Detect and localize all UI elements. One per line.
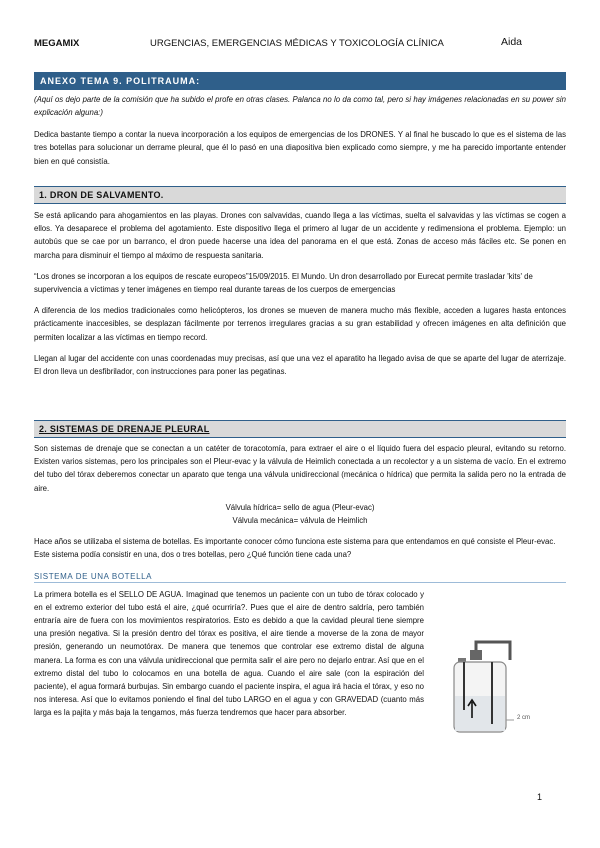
section-drainage-title: 2. SISTEMAS DE DRENAJE PLEURAL <box>34 420 566 438</box>
valve-line-2: Válvula mecánica= válvula de Heimlich <box>232 516 368 526</box>
annex-intro: Dedica bastante tiempo a contar la nueva incorporación a los equipos de emergencias de los DRONES. Y al final he buscado lo que es el sistema de las tres botellas para solucionar un derrame pleural, que él lo pasó en una diapositiva bien explicado como siempre, y me ha parecido importante entender bien en qué consistía. <box>34 130 566 166</box>
drone-paragraph-1: Se está aplicando para ahogamientos en las playas. Drones con salvavidas, cuando llega a las víctimas, suelta el salvavidas y las víctimas se cogen a ellos. Ya desaparece el problema del agotamiento. Este dispositivo llega el primero al lugar de un accidente y redimensiona el problema. Ejemplo: un autobús que se cae por un barranco, el dron puede hacerse una idea del panorama en el que está. Zonas de acceso más fáciles etc. Se ponen en marcha para disminuir el tiempo al máximo de respuesta sanitaria. <box>34 211 566 260</box>
one-bottle-title: SISTEMA DE UNA BOTELLA <box>34 572 566 583</box>
drone-paragraph-2: “Los drones se incorporan a los equipos de rescate europeos”15/09/2015. El Mundo. Un dron desarrollado por Eurecat permite trasladar 'kits' de supervivencia a víctimas y tener imágenes en tiempo real durante tareas de los cuerpos de emergencias <box>34 271 533 295</box>
section-drone-title: 1. DRON DE SALVAMENTO. <box>34 186 566 204</box>
header-center: URGENCIAS, EMERGENCIAS MÉDICAS Y TOXICOLOGÍA CLÍNICA <box>150 38 444 49</box>
figure-scale-label: 2 cm <box>517 715 531 721</box>
one-bottle-paragraph: La primera botella es el SELLO DE AGUA. Imaginad que tenemos un paciente con un tubo de tórax colocado y en el extremo exterior del tubo está el aire, ¿qué ocurriría?. Pues que el aire de dentro saldría, pero también entraría aire de fuera con los movimientos respiratorios. Esto es debido a que la cavidad pleural tiene siempre una presión negativa. Si la presión dentro del tórax es positiva, el aire tiende a moverse de la zona de mayor presión, generando un neumotórax. De manera que tenemos que controlar ese extremo distal de alguna manera. La forma es con una válvula unidireccional que permita salir el aire pero no dejarlo entrar. Así que en el extremo distal del tubo lo colocamos en una botella de agua. Cuando el aire sale (con la espiración del paciente), el agua formará burbujas. Sin embargo cuando el paciente inspira, el agua irá hacia el tórax, y eso no nos interesa. Así que lo evitamos poniendo el final del tubo LARGO en el agua y con GRAVEDAD (cuanto más larga es la pajita y más baja la tengamos, más fuerza tendremos que hacer para absorber. <box>34 589 424 718</box>
header-left: MEGAMIX <box>34 38 80 49</box>
valve-line-1: Válvula hídrica= sello de agua (Pleur-evac) <box>225 502 375 512</box>
drainage-paragraph-2: Hace años se utilizaba el sistema de botellas. Es importante conocer cómo funciona este sistema para que entendamos en qué consiste el Pleur-evac. Este sistema podía consistir en una, dos o tres botellas, pero ¿Qué función tiene cada una? <box>34 537 556 560</box>
annex-note: (Aquí os dejo parte de la comisión que ha subido el profe en otras clases. Palanca no lo da como tal, pero si hay imágenes relacionadas en su power sin explicación alguna:) <box>34 95 566 117</box>
page-header <box>34 36 566 52</box>
drone-paragraph-3: A diferencia de los medios tradicionales como helicópteros, los drones se mueven de manera mucho más flexible, acceden a lugares hasta entonces prácticamente inaccesibles, se desplazan fácilmente por terrenos irregulares gracias a su gran estabilidad y ofrecen imágenes en alta definición que permiten localizar a las víctimas en tiempo record. <box>34 306 566 342</box>
annex-section <box>34 72 566 168</box>
page-number: 1 <box>536 792 542 802</box>
drone-paragraph-4: Llegan al lugar del accidente con unas coordenadas muy precisas, así que una vez el aparatito ha llegado avisa de que se aparte del lugar de aterrizaje. El dron lleva un desfibrilador, con instrucciones para poner las pegatinas. <box>34 353 566 377</box>
drainage-paragraph-1: Son sistemas de drenaje que se conectan a un catéter de toracotomía, para extraer el aire o el líquido fuera del espacio pleural, evitando su retorno. Existen varios sistemas, pero los principales son el Pleur-evac y la válvula de Heimlich conectada a un recolector y a un sistema de vacío. En el extremo del tubo del tórax deberemos conectar un aparato que tenga una válvula unidireccional (mecánica o hídrica) que permita la salida pero no la entrada de aire. <box>34 444 566 493</box>
section-drone <box>34 186 566 378</box>
header-right: Aida <box>500 36 522 48</box>
water-seal-bottle-figure <box>440 640 550 738</box>
annex-title: ANEXO TEMA 9. POLITRAUMA: <box>34 72 566 90</box>
